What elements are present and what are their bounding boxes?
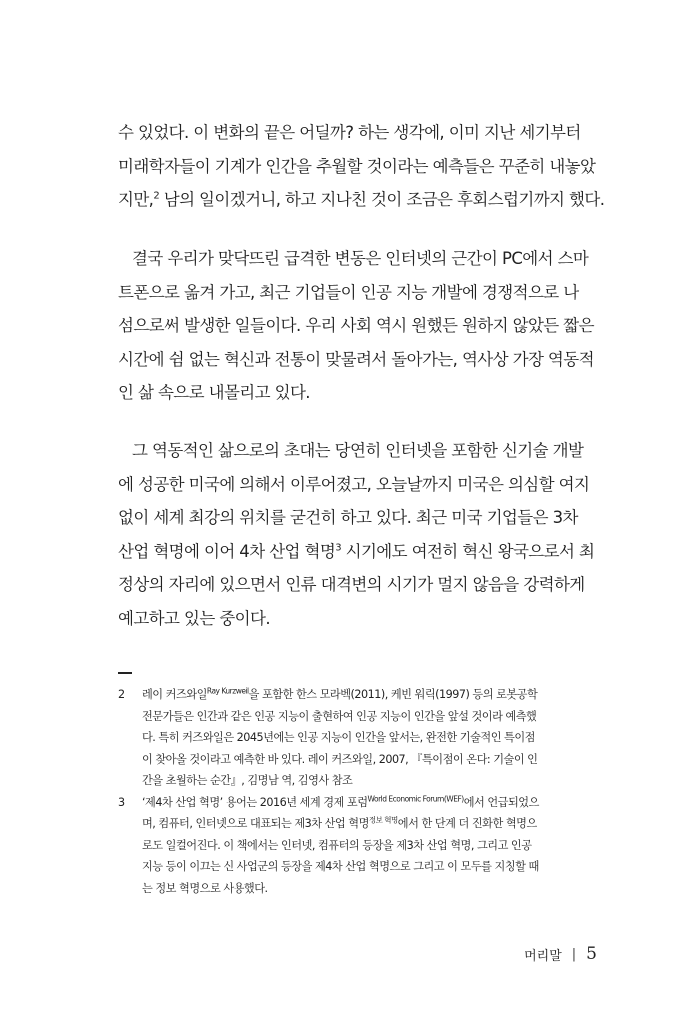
paragraph-line: 트폰으로 옮겨 가고, 최근 기업들이 인공 지능 개발에 경쟁적으로 나	[118, 282, 579, 302]
footnote-line: 이 찾아올 것이라고 예측한 바 있다. 레이 커즈와일, 2007, 『특이점이 온다: 기술이 인	[142, 752, 538, 766]
footnote-line: 는 정보 혁명으로 사용했다.	[142, 881, 268, 895]
footnote-line	[142, 792, 602, 814]
paragraph-line: 예고하고 있는 중이다.	[118, 608, 270, 628]
section-title: 머리말	[524, 948, 562, 964]
footnotes	[118, 684, 602, 899]
paragraph-line: 시간에 쉼 없는 혁신과 전통이 맞물려서 돌아가는, 역사상 가장 역동적	[118, 349, 594, 369]
original-name-superscript: Ray Kurzweil	[206, 686, 249, 696]
footnote-line	[142, 684, 602, 706]
paragraph-line: 정상의 자리에 있으면서 인류 대격변의 시기가 멀지 않음을 강력하게	[118, 575, 585, 594]
footnote-line: 지능 등이 이끄는 신 사업군의 등장을 제4차 산업 혁명으로 그리고 이 모두를 지칭할 때	[142, 860, 539, 873]
footer-separator: |	[571, 946, 577, 962]
text-segment: 에서 언급되었으	[463, 795, 539, 809]
paragraph-line: 섬으로써 발생한 일들이다. 우리 사회 역시 원했든 원하지 않았든 짧은	[118, 316, 594, 335]
text-segment: 산업 혁명에 이어 4차 산업 혁명	[118, 541, 336, 561]
text-segment: 에서 한 단계 더 진화한 혁명으	[397, 817, 537, 830]
footnote-line: 로도 일컬어진다. 이 책에서는 인터넷, 컴퓨터의 등장을 제3차 산업 혁명, 그리고 인공	[142, 838, 532, 852]
text-segment: 레이 커즈와일	[142, 688, 207, 701]
paragraph-3	[118, 434, 598, 635]
footnote-divider	[118, 672, 132, 674]
paragraph-line: 미래학자들이 기계가 인간을 추월할 것이라는 예측들은 꾸준히 내놓았	[118, 156, 596, 176]
alias-superscript: 정보 혁명	[368, 815, 398, 825]
paragraph-1	[118, 116, 605, 217]
text-segment: 을 포함한 한스 모라벡(2011), 케빈 워릭(1997) 등의 로봇공학	[248, 688, 538, 701]
paragraph-line: 그 역동적인 삶으로의 초대는 당연히 인터넷을 포함한 신기술 개발	[132, 441, 584, 460]
footnote-line: 전문가들은 인간과 같은 인공 지능이 출현하여 인공 지능이 인간을 앞설 것이라 예측했	[142, 709, 537, 723]
text-segment: 시기에도 여전히 혁신 왕국으로서 최	[340, 541, 595, 561]
paragraph-line: 없이 세계 최강의 위치를 굳건히 하고 있다. 최근 미국 기업들은 3차	[118, 508, 578, 527]
paragraph-line: 인 삶 속으로 내몰리고 있다.	[118, 383, 310, 402]
text-segment: 며, 컴퓨터, 인터넷으로 대표되는 제3차 산업 혁명	[142, 817, 369, 830]
paragraph-line: 결국 우리가 맞닥뜨린 급격한 변동은 인터넷의 근간이 PC에서 스마	[132, 249, 589, 268]
page-footer	[524, 944, 597, 964]
footnote-number: 2	[118, 688, 125, 701]
footnote-line: 간을 초월하는 순간』, 김명남 역, 김영사 참조	[142, 774, 353, 787]
footnote-number: 3	[118, 795, 125, 809]
text-segment: 남의 일이겠거니, 하고 지나친 것이 조금은 후회스럽기까지 했다.	[159, 190, 605, 209]
footnote-ref-2[interactable]: 2	[153, 190, 160, 202]
footnote-3	[118, 792, 602, 900]
text-segment: 지만,	[118, 190, 154, 209]
original-name-superscript: World Economic Forum(WEF)	[367, 793, 464, 803]
text-segment: ‘제4차 산업 혁명’ 용어는 2016년 세계 경제 포럼	[142, 795, 368, 809]
footnote-line: 다. 특히 커즈와일은 2045년에는 인공 지능이 인간을 앞서는, 완전한 기술적인 특이점	[142, 731, 535, 744]
paragraph-line	[118, 183, 605, 217]
footnote-ref-3[interactable]: 3	[335, 542, 341, 553]
paragraph-line	[118, 535, 598, 569]
paragraph-2	[118, 242, 598, 410]
paragraph-line: 수 있었다. 이 변화의 끝은 어딜까? 하는 생각에, 이미 지난 세기부터	[118, 123, 581, 142]
footnote-line	[142, 813, 602, 835]
page-number: 5	[586, 944, 597, 964]
footnote-2	[118, 684, 602, 792]
paragraph-line: 에 성공한 미국에 의해서 이루어졌고, 오늘날까지 미국은 의심할 여지	[118, 474, 590, 494]
